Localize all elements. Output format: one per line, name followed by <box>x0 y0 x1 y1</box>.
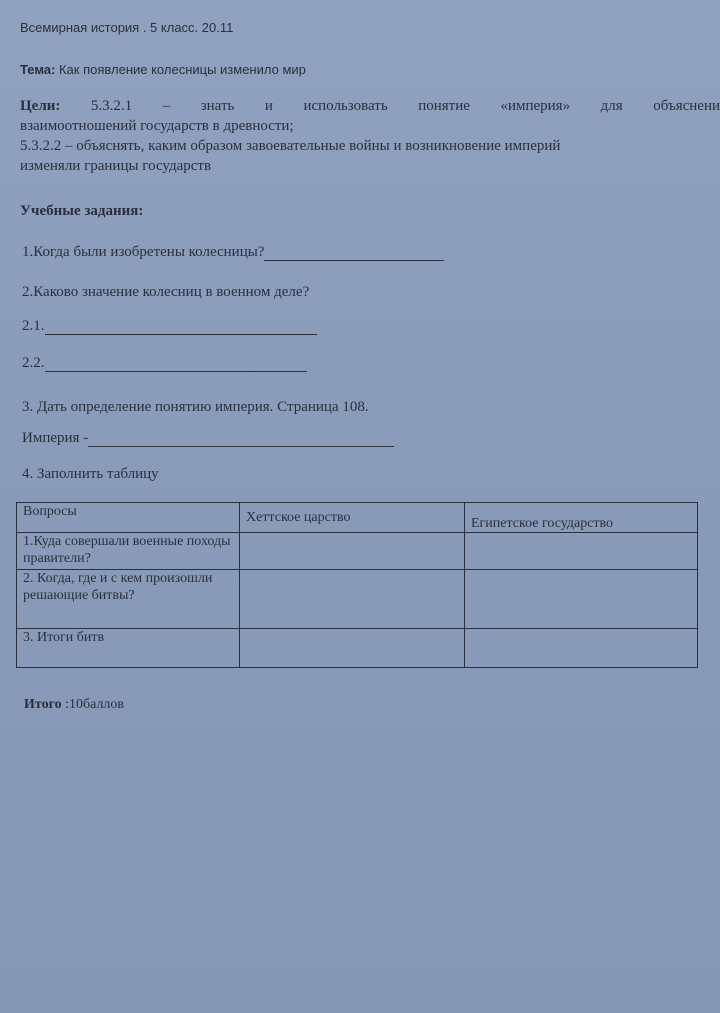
goals-line: изменяли границы государств <box>20 158 212 174</box>
table-row <box>17 533 698 570</box>
total-label: Итого <box>24 697 62 712</box>
goals-word: – <box>162 98 171 114</box>
goals-word: использовать <box>303 98 388 114</box>
goals-word: знать <box>200 98 235 114</box>
question-text: 2.Каково значение колесниц в военном деле? <box>22 284 310 300</box>
question-text: 2.1. <box>22 318 45 334</box>
answer-blank[interactable] <box>88 431 394 447</box>
table-question-cell: 1.Куда совершали военные походы правители? <box>17 533 240 570</box>
answer-blank[interactable] <box>264 245 444 261</box>
question-text: 3. Дать определение понятию империя. Страница 108. <box>22 399 369 415</box>
table-answer-cell[interactable] <box>240 533 465 570</box>
total-score <box>24 697 124 713</box>
question-3 <box>22 399 369 416</box>
worksheet-header: Всемирная история . 5 класс. 20.11 <box>20 20 234 35</box>
goals-word: понятие <box>418 98 470 114</box>
topic-label: Тема: <box>20 62 56 77</box>
table-answer-cell[interactable] <box>465 533 698 570</box>
question-1 <box>22 244 444 261</box>
answer-blank[interactable] <box>45 356 307 372</box>
question-text: 2.2. <box>22 355 45 371</box>
answer-table <box>16 502 698 668</box>
table-answer-cell[interactable] <box>465 629 698 668</box>
table-row <box>17 570 698 629</box>
question-text: 1.Когда были изобретены колесницы? <box>22 244 265 260</box>
question-3-answer <box>22 430 394 447</box>
table-question-cell: 2. Когда, где и с кем произошли решающие битвы? <box>17 570 240 629</box>
table-question-cell: 3. Итоги битв <box>17 629 240 668</box>
table-header-cell: Вопросы <box>17 503 240 533</box>
question-4 <box>22 466 159 483</box>
goals-word: объяснени <box>653 98 720 114</box>
question-text: 4. Заполнить таблицу <box>22 466 159 482</box>
table-row <box>17 629 698 668</box>
question-2-1 <box>22 318 317 335</box>
goals-word: для <box>600 98 623 114</box>
table-answer-cell[interactable] <box>240 570 465 629</box>
goals-block <box>20 96 720 176</box>
topic-line <box>20 62 306 77</box>
goals-word: 5.3.2.1 <box>90 98 133 114</box>
topic-text: Как появление колесницы изменило мир <box>58 62 306 77</box>
total-value: :10баллов <box>65 697 125 712</box>
goals-word: «империя» <box>500 98 571 114</box>
table-answer-cell[interactable] <box>465 570 698 629</box>
table-header-row <box>17 503 698 533</box>
answer-blank[interactable] <box>45 319 317 335</box>
table-header-cell: Хеттское царство <box>240 503 465 533</box>
question-2 <box>22 284 309 301</box>
answer-label: Империя - <box>22 430 89 446</box>
tasks-title: Учебные задания: <box>20 203 144 219</box>
table-header-cell: Египетское государство <box>465 503 698 533</box>
goals-first-line <box>20 96 720 116</box>
table-answer-cell[interactable] <box>240 629 465 668</box>
goals-label: Цели: <box>20 98 61 114</box>
question-2-2 <box>22 355 307 372</box>
goals-line: взаимоотношений государств в древности; <box>20 118 294 134</box>
goals-word: и <box>264 98 273 114</box>
goals-line: 5.3.2.2 – объяснять, каким образом завоевательные войны и возникновение империй <box>20 138 561 154</box>
